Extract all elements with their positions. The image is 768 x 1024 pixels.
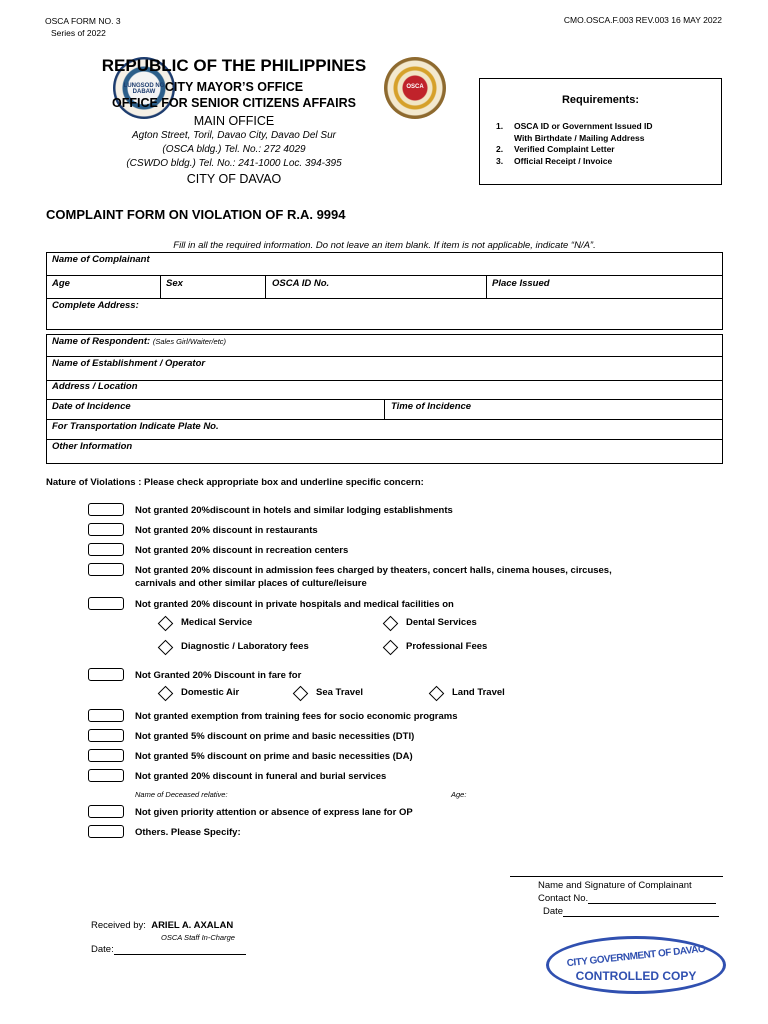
signature-line bbox=[510, 876, 723, 877]
diagnostic-fees-option[interactable] bbox=[158, 640, 174, 656]
davao-city-seal-logo: LUNGSOD NG DABAW bbox=[113, 57, 175, 119]
osca-seal-logo: OSCA bbox=[384, 57, 446, 119]
received-by: Received by: ARIEL A. AXALAN bbox=[91, 920, 234, 931]
age-field[interactable]: Age bbox=[52, 278, 70, 289]
city-name: CITY OF DAVAO bbox=[186, 172, 282, 186]
mayor-office: CITY MAYOR’S OFFICE bbox=[164, 80, 304, 94]
violation-checkbox-hospitals[interactable] bbox=[88, 597, 124, 610]
requirements-list bbox=[496, 121, 653, 167]
violation-checkbox-hotels[interactable] bbox=[88, 503, 124, 516]
complete-address-field[interactable]: Complete Address: bbox=[52, 300, 139, 311]
controlled-copy-stamp: CITY GOVERNMENT OF DAVAO CONTROLLED COPY bbox=[546, 936, 726, 994]
location-field[interactable]: Address / Location bbox=[52, 381, 138, 392]
violation-fare-label: Not Granted 20% Discount in fare for bbox=[135, 670, 302, 681]
other-info-field[interactable]: Other Information bbox=[52, 441, 133, 452]
violation-checkbox-fare[interactable] bbox=[88, 668, 124, 681]
staff-role: OSCA Staff In-Charge bbox=[161, 933, 235, 942]
requirements-box bbox=[479, 78, 722, 185]
deceased-name-field[interactable]: Name of Deceased relative: bbox=[135, 790, 228, 799]
violation-da-label: Not granted 5% discount on prime and basic necessities (DA) bbox=[135, 751, 413, 762]
sea-travel-label: Sea Travel bbox=[316, 687, 364, 698]
received-date-field[interactable]: Date: bbox=[91, 944, 246, 955]
violation-checkbox-priority[interactable] bbox=[88, 805, 124, 818]
republic-title: REPUBLIC OF THE PHILIPPINES bbox=[101, 56, 367, 75]
medical-service-label: Medical Service bbox=[181, 617, 253, 628]
incidence-time-field[interactable]: Time of Incidence bbox=[391, 401, 472, 412]
dental-services-label: Dental Services bbox=[406, 617, 477, 628]
domestic-air-option[interactable] bbox=[158, 686, 174, 702]
requirements-title: Requirements: bbox=[561, 94, 640, 106]
sea-travel-option[interactable] bbox=[293, 686, 309, 702]
requirement-item: With Birthdate / Mailing Address bbox=[514, 132, 645, 143]
violation-dti-label: Not granted 5% discount on prime and basic necessities (DTI) bbox=[135, 731, 415, 742]
requirement-item: 1. OSCA ID or Government Issued ID bbox=[496, 121, 653, 131]
land-travel-option[interactable] bbox=[429, 686, 445, 702]
violation-checkbox-dti[interactable] bbox=[88, 729, 124, 742]
incidence-date-field[interactable]: Date of Incidence bbox=[52, 401, 131, 412]
signature-date-field[interactable]: Date bbox=[543, 906, 719, 917]
violation-others-label: Others. Please Specify: bbox=[135, 827, 241, 838]
violation-recreation-label: Not granted 20% discount in recreation centers bbox=[135, 545, 349, 556]
complainant-signature-label: Name and Signature of Complainant bbox=[538, 880, 692, 891]
violation-checkbox-others[interactable] bbox=[88, 825, 124, 838]
diagnostic-fees-label: Diagnostic / Laboratory fees bbox=[181, 641, 309, 652]
office-address: Agton Street, Toril, Davao City, Davao Del Sur bbox=[132, 130, 336, 141]
violation-checkbox-funeral[interactable] bbox=[88, 769, 124, 782]
respondent-name-field[interactable]: Name of Respondent: (Sales Girl/Waiter/etc) bbox=[52, 336, 227, 347]
land-travel-label: Land Travel bbox=[452, 687, 505, 698]
requirement-item: 2. Verified Complaint Letter bbox=[496, 144, 615, 154]
violation-checkbox-training-fees[interactable] bbox=[88, 709, 124, 722]
establishment-field[interactable]: Name of Establishment / Operator bbox=[52, 358, 206, 369]
main-office: MAIN OFFICE bbox=[193, 114, 275, 128]
violation-checkbox-recreation[interactable] bbox=[88, 543, 124, 556]
osca-id-field[interactable]: OSCA ID No. bbox=[272, 278, 330, 289]
deceased-age-field[interactable]: Age: bbox=[451, 790, 467, 799]
violation-checkbox-restaurants[interactable] bbox=[88, 523, 124, 536]
violations-heading: Nature of Violations : Please check appropriate box and underline specific concern: bbox=[46, 477, 424, 488]
requirement-item: 3. Official Receipt / Invoice bbox=[496, 155, 613, 166]
domestic-air-label: Domestic Air bbox=[181, 687, 240, 698]
violation-hospitals-label: Not granted 20% discount in private hospitals and medical facilities on bbox=[135, 599, 454, 610]
plate-number-field[interactable]: For Transportation Indicate Plate No. bbox=[52, 421, 219, 432]
professional-fees-option[interactable] bbox=[383, 640, 399, 656]
control-number: CMO.OSCA.F.003 REV.003 16 MAY 2022 bbox=[563, 15, 722, 25]
violation-priority-label: Not given priority attention or absence of express lane for OP bbox=[135, 807, 413, 818]
violation-admission-label: Not granted 20% discount in admission fees charged by theaters, concert halls, cinema houses, circuses, carnivals and other similar places of culture/leisure bbox=[135, 565, 612, 589]
cswdo-tel: (CSWDO bldg.) Tel. No.: 241-1000 Loc. 394-395 bbox=[126, 158, 342, 169]
contact-number-field[interactable]: Contact No. bbox=[538, 893, 716, 904]
place-issued-field[interactable]: Place Issued bbox=[492, 278, 550, 289]
violation-funeral-label: Not granted 20% discount in funeral and burial services bbox=[135, 771, 387, 782]
sex-field[interactable]: Sex bbox=[166, 278, 183, 289]
osca-tel: (OSCA bldg.) Tel. No.: 272 4029 bbox=[162, 144, 306, 155]
violation-restaurants-label: Not granted 20% discount in restaurants bbox=[135, 525, 318, 536]
violation-checkbox-admission[interactable] bbox=[88, 563, 124, 576]
form-number: OSCA FORM NO. 3 Series of 2022 bbox=[45, 16, 121, 38]
violation-training-fees-label: Not granted exemption from training fees for socio economic programs bbox=[135, 711, 458, 722]
form-instruction: Fill in all the required information. Do not leave an item blank. If item is not applicable, indicate “N/A”. bbox=[173, 240, 596, 251]
medical-service-option[interactable] bbox=[158, 616, 174, 632]
violation-hotels-label: Not granted 20%discount in hotels and similar lodging establishments bbox=[135, 505, 453, 516]
form-title: COMPLAINT FORM ON VIOLATION OF R.A. 9994 bbox=[46, 207, 346, 222]
complainant-name-field[interactable]: Name of Complainant bbox=[52, 254, 150, 265]
osca-office: OFFICE FOR SENIOR CITIZENS AFFAIRS bbox=[112, 96, 356, 110]
professional-fees-label: Professional Fees bbox=[406, 641, 488, 652]
dental-services-option[interactable] bbox=[383, 616, 399, 632]
violation-checkbox-da[interactable] bbox=[88, 749, 124, 762]
